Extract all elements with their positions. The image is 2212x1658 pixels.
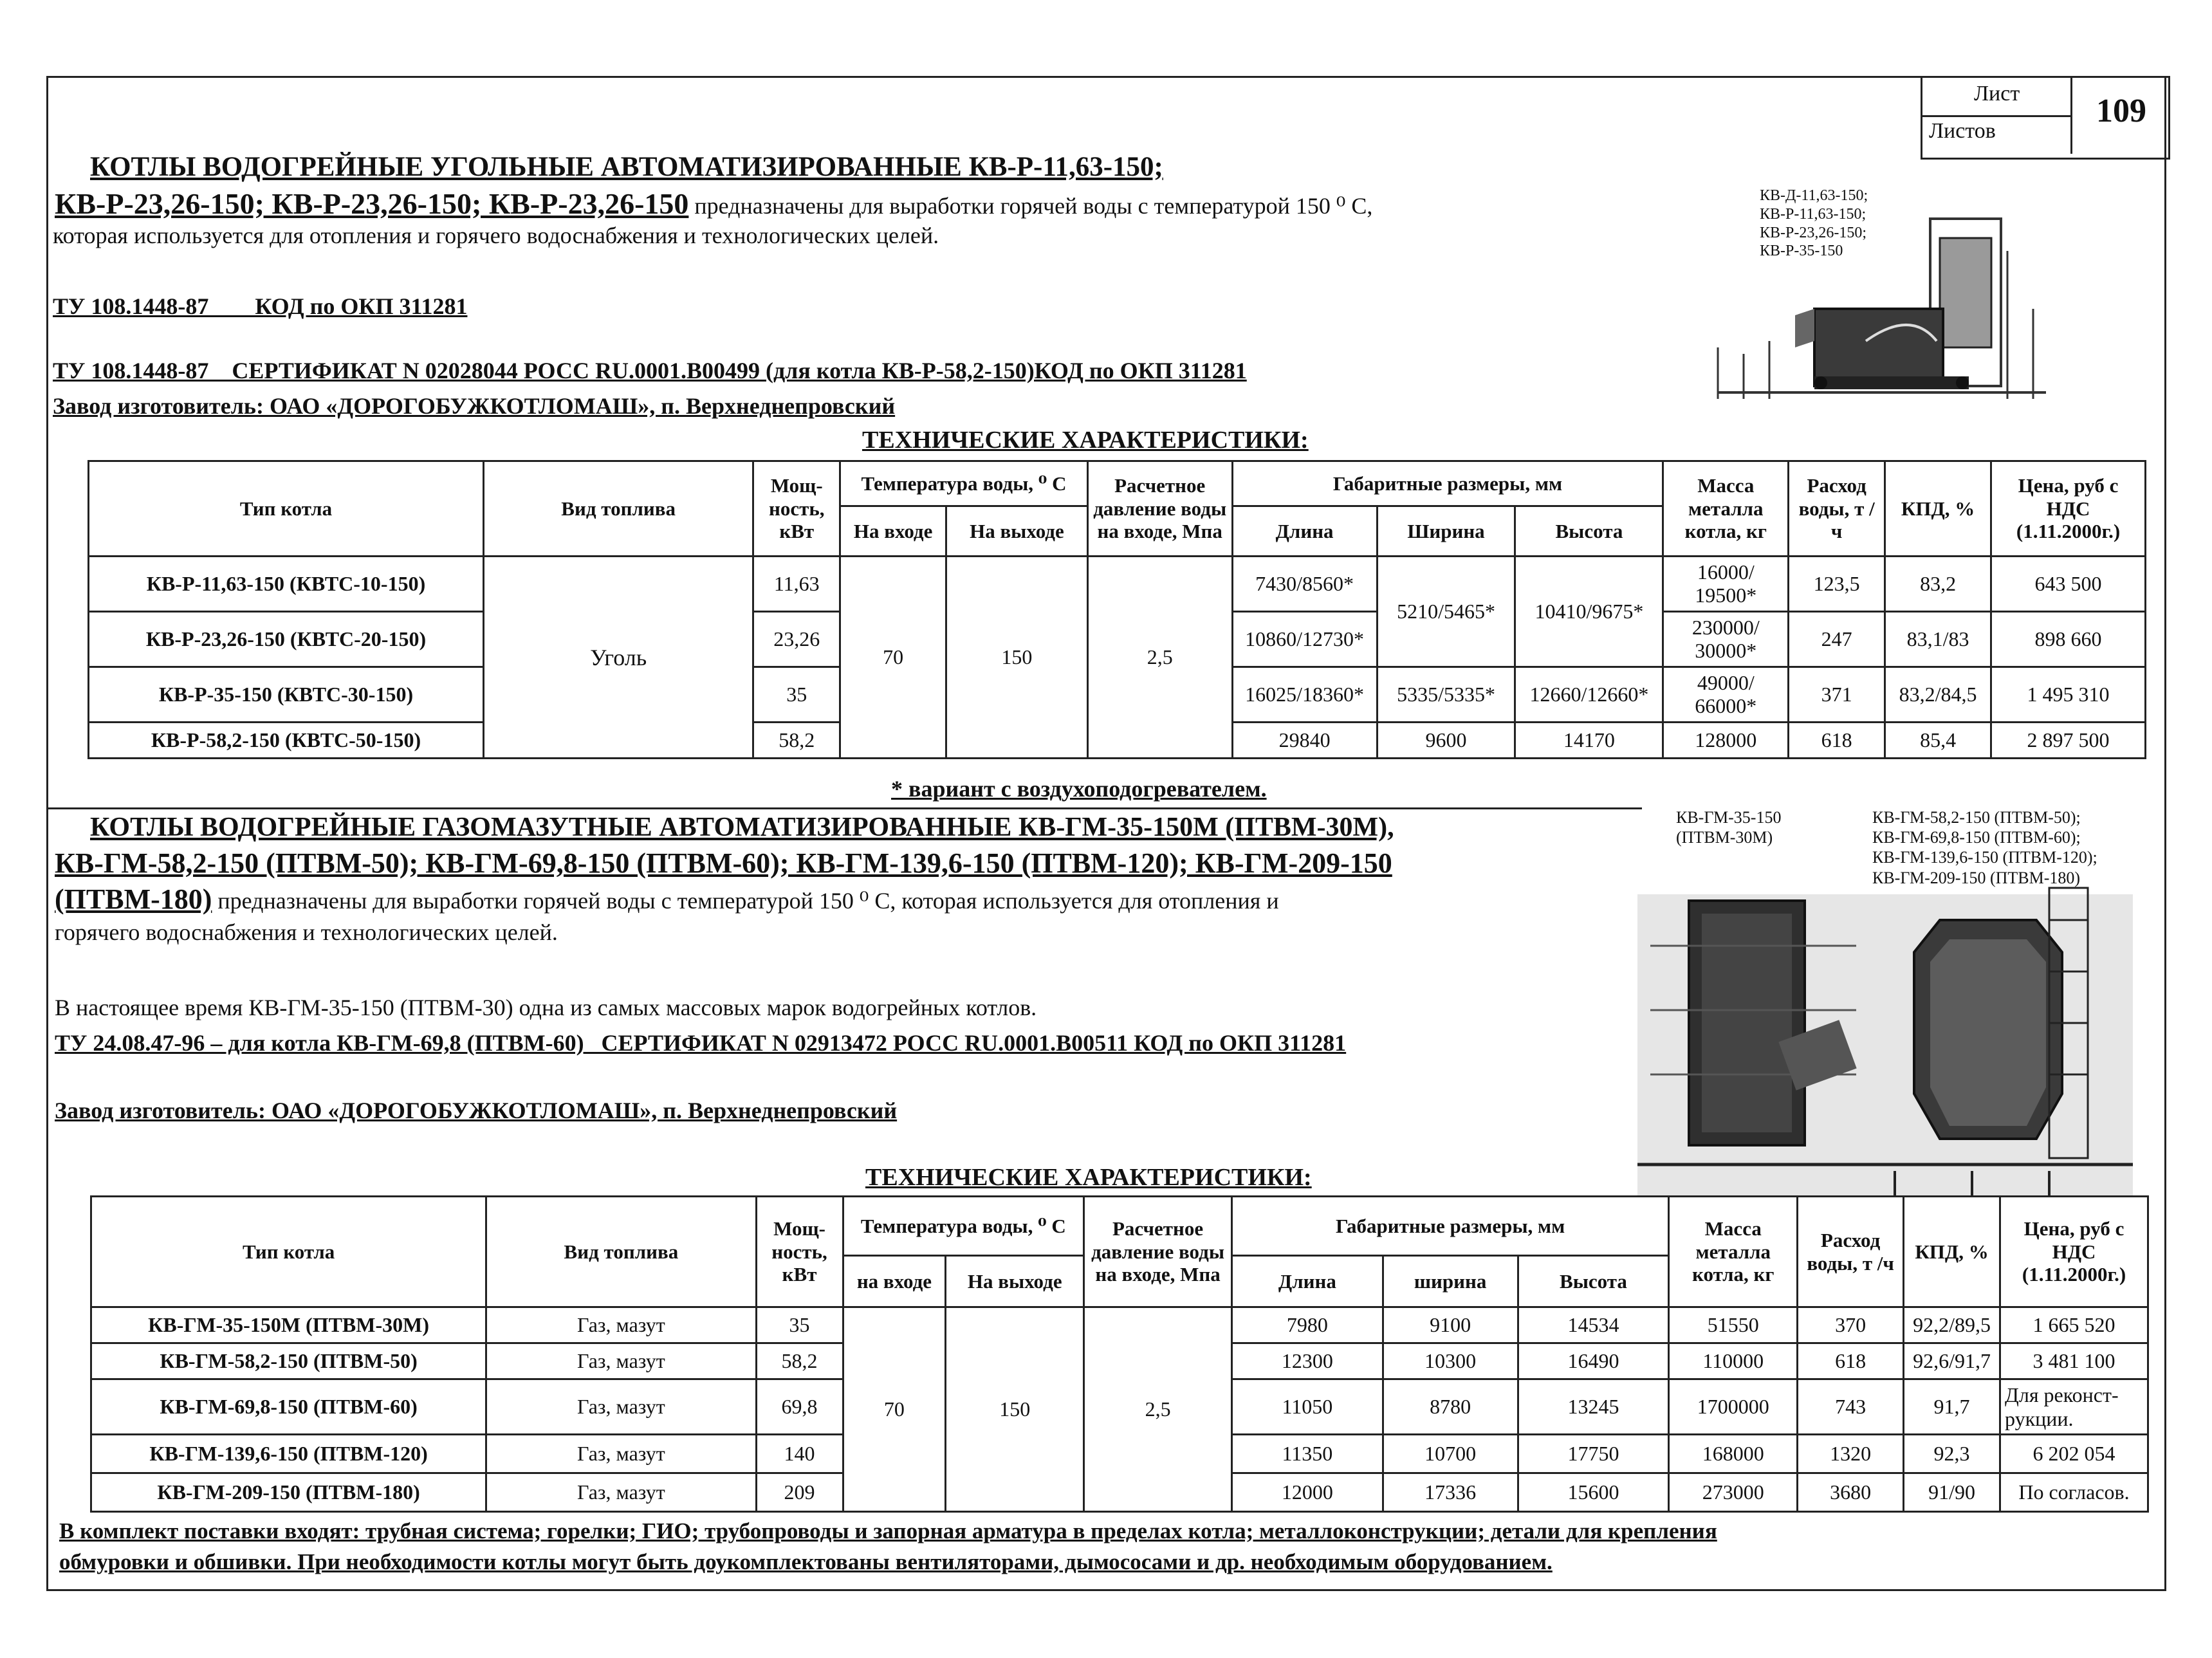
caption-line: КВ-Р-35-150 [1760, 243, 1843, 260]
col-width: ширина [1383, 1256, 1518, 1307]
cell-length: 12300 [1232, 1343, 1383, 1379]
cell-height: 10410/9675* [1515, 557, 1663, 667]
section1-tu: ТУ 108.1448-87 КОД по ОКП 311281 [53, 293, 468, 319]
cell-type: КВ-Р-35-150 (КВТС-30-150) [89, 667, 484, 723]
cell-height: 15600 [1518, 1473, 1669, 1512]
cell-flow: 743 [1798, 1379, 1904, 1435]
cell-price: 643 500 [1991, 557, 2146, 612]
cell-height: 13245 [1518, 1379, 1669, 1435]
section2-note: В настоящее время КВ-ГМ-35-150 (ПТВМ-30) одна из самых массовых марок водогрейных котлов. [55, 995, 1037, 1020]
cell-power: 58,2 [756, 1343, 843, 1379]
cell-eff: 83,2 [1885, 557, 1991, 612]
cell-eff: 92,6/91,7 [1904, 1343, 2000, 1379]
cell-mass: 128000 [1663, 723, 1789, 759]
caption-line: КВ-Р-11,63-150; [1760, 205, 1866, 223]
cell-price: 1 665 520 [2000, 1307, 2148, 1343]
cell-flow: 618 [1789, 723, 1885, 759]
cell-power: 35 [756, 1307, 843, 1343]
cell-width: 5335/5335* [1377, 667, 1515, 723]
section2-heading-line1: КОТЛЫ ВОДОГРЕЙНЫЕ ГАЗОМАЗУТНЫЕ АВТОМАТИЗИРОВАННЫЕ КВ-ГМ-35-150М (ПТВМ-30М), [90, 813, 1394, 842]
sheet-stamp [1921, 76, 2170, 160]
sheets-label: Листов [1929, 119, 1996, 143]
cell-width: 10300 [1383, 1343, 1518, 1379]
cell-type: КВ-ГМ-69,8-150 (ПТВМ-60) [91, 1379, 486, 1435]
sheet-label: Лист [1974, 82, 2020, 106]
col-dims: Габаритные размеры, мм [1232, 461, 1663, 506]
col-mass: Масса металла котла, кг [1663, 461, 1789, 557]
col-pressure: Расчетное давление воды на входе, Мпа [1087, 461, 1232, 557]
section2-body: горячего водоснабжения и технологических целей. [55, 919, 558, 945]
section1-purpose: предназначены для выработки горячей воды с температурой 150 ⁰ С, [688, 193, 1373, 219]
cell-power: 11,63 [753, 557, 840, 612]
cell-price: 1 495 310 [1991, 667, 2146, 723]
cell-type: КВ-ГМ-58,2-150 (ПТВМ-50) [91, 1343, 486, 1379]
table-row [91, 1307, 2148, 1343]
cell-height: 14170 [1515, 723, 1663, 759]
cell-flow: 247 [1789, 612, 1885, 667]
cell-temp-out: 150 [946, 557, 1088, 759]
col-width: Ширина [1377, 506, 1515, 557]
delivery-scope-line2: обмуровки и обшивки. При необходимости котлы могут быть доукомплектованы вентиляторами, дымососами и др. необходимым оборудованием. [59, 1549, 1553, 1574]
col-height: Высота [1515, 506, 1663, 557]
col-pressure: Расчетное давление воды на входе, Мпа [1084, 1197, 1232, 1307]
section1-body: которая используется для отопления и горячего водоснабжения и технологических целей. [53, 223, 939, 248]
col-temp: Температура воды, ⁰ С [840, 461, 1088, 506]
cell-eff: 92,3 [1904, 1435, 2000, 1473]
cell-power: 140 [756, 1435, 843, 1473]
cell-flow: 1320 [1798, 1435, 1904, 1473]
cell-eff: 83,2/84,5 [1885, 667, 1991, 723]
cell-flow: 371 [1789, 667, 1885, 723]
cell-pressure: 2,5 [1084, 1307, 1232, 1512]
cell-fuel: Газ, мазут [486, 1343, 756, 1379]
col-power: Мощ-ность, кВт [756, 1197, 843, 1307]
col-height: Высота [1518, 1256, 1669, 1307]
cell-mass: 1700000 [1669, 1379, 1798, 1435]
cell-price: Для реконст-рукции. [2000, 1379, 2148, 1435]
section1-heading-line1: КОТЛЫ ВОДОГРЕЙНЫЕ УГОЛЬНЫЕ АВТОМАТИЗИРОВАННЫЕ КВ-Р-11,63-150; [90, 152, 1163, 182]
gas-boilers-table [90, 1195, 2149, 1513]
col-fuel: Вид топлива [483, 461, 753, 557]
col-length: Длина [1232, 506, 1377, 557]
section2-factory: Завод изготовитель: ОАО «ДОРОГОБУЖКОТЛОМАШ», п. Верхнеднепровский [55, 1098, 898, 1123]
col-price: Цена, руб с НДС (1.11.2000г.) [1991, 461, 2146, 557]
coal-boilers-table [88, 460, 2146, 759]
cell-type: КВ-ГМ-139,6-150 (ПТВМ-120) [91, 1435, 486, 1473]
caption-line: КВ-ГМ-35-150 [1676, 808, 1782, 827]
table-row [89, 557, 2146, 612]
cell-eff: 85,4 [1885, 723, 1991, 759]
section1-cert: ТУ 108.1448-87 СЕРТИФИКАТ N 02028044 РОСС RU.0001.В00499 (для котла КВ-Р-58,2-150)КОД по ОКП 311281 [53, 358, 1247, 383]
col-type: Тип котла [91, 1197, 486, 1307]
cell-flow: 370 [1798, 1307, 1904, 1343]
cell-mass: 16000/ 19500* [1663, 557, 1789, 612]
caption-line: КВ-Д-11,63-150; [1760, 187, 1868, 204]
stamp-divider [1922, 115, 2070, 117]
col-temp-in: На входе [840, 506, 946, 557]
cell-flow: 618 [1798, 1343, 1904, 1379]
section2-heading-line3 [55, 883, 1279, 916]
cell-power: 58,2 [753, 723, 840, 759]
stamp-divider-v [2070, 78, 2072, 154]
cell-flow: 123,5 [1789, 557, 1885, 612]
col-mass: Масса металла котла, кг [1669, 1197, 1798, 1307]
cell-type: КВ-ГМ-35-150М (ПТВМ-30М) [91, 1307, 486, 1343]
caption-line: КВ-ГМ-58,2-150 (ПТВМ-50); [1872, 808, 2081, 827]
cell-height: 14534 [1518, 1307, 1669, 1343]
col-temp-out: На выходе [946, 1256, 1084, 1307]
caption-line: КВ-ГМ-209-150 (ПТВМ-180) [1872, 868, 2081, 887]
cell-width: 9100 [1383, 1307, 1518, 1343]
cell-mass: 230000/ 30000* [1663, 612, 1789, 667]
cell-length: 10860/12730* [1232, 612, 1377, 667]
cell-mass: 110000 [1669, 1343, 1798, 1379]
cell-fuel: Газ, мазут [486, 1435, 756, 1473]
cell-temp-out: 150 [946, 1307, 1084, 1512]
cell-width: 8780 [1383, 1379, 1518, 1435]
cell-width: 10700 [1383, 1435, 1518, 1473]
coal-boiler-drawing [1705, 212, 2059, 418]
cell-fuel: Газ, мазут [486, 1307, 756, 1343]
cell-fuel: Газ, мазут [486, 1473, 756, 1512]
col-fuel: Вид топлива [486, 1197, 756, 1307]
col-type: Тип котла [89, 461, 484, 557]
section1-factory: Завод изготовитель: ОАО «ДОРОГОБУЖКОТЛОМАШ», п. Верхнеднепровский [53, 393, 896, 419]
cell-length: 7980 [1232, 1307, 1383, 1343]
cell-temp-in: 70 [843, 1307, 946, 1512]
cell-fuel: Газ, мазут [486, 1379, 756, 1435]
cell-eff: 91/90 [1904, 1473, 2000, 1512]
cell-type: КВ-ГМ-209-150 (ПТВМ-180) [91, 1473, 486, 1512]
cell-power: 69,8 [756, 1379, 843, 1435]
cell-width: 17336 [1383, 1473, 1518, 1512]
cell-price: 3 481 100 [2000, 1343, 2148, 1379]
section2-tu: ТУ 24.08.47-96 – для котла КВ-ГМ-69,8 (ПТВМ-60) СЕРТИФИКАТ N 02913472 РОСС RU.0001.В00511 КОД по ОКП 311281 [55, 1030, 1347, 1056]
cell-price: 6 202 054 [2000, 1435, 2148, 1473]
cell-price: По согласов. [2000, 1473, 2148, 1512]
section1-footnote: * вариант с воздухоподогревателем. [891, 776, 1267, 802]
cell-length: 7430/8560* [1232, 557, 1377, 612]
col-power: Мощ-ность, кВт [753, 461, 840, 557]
cell-temp-in: 70 [840, 557, 946, 759]
cell-power: 209 [756, 1473, 843, 1512]
col-dims: Габаритные размеры, мм [1232, 1197, 1669, 1256]
cell-length: 11350 [1232, 1435, 1383, 1473]
cell-mass: 168000 [1669, 1435, 1798, 1473]
col-eff: КПД, % [1885, 461, 1991, 557]
cell-height: 12660/12660* [1515, 667, 1663, 723]
section2-caption-right [1872, 807, 2097, 888]
cell-mass: 51550 [1669, 1307, 1798, 1343]
cell-type: КВ-Р-11,63-150 (КВТС-10-150) [89, 557, 484, 612]
cell-eff: 83,1/83 [1885, 612, 1991, 667]
cell-width: 9600 [1377, 723, 1515, 759]
cell-length: 11050 [1232, 1379, 1383, 1435]
section-divider [46, 807, 1642, 809]
cell-flow: 3680 [1798, 1473, 1904, 1512]
caption-line: (ПТВМ-30М) [1676, 828, 1773, 847]
caption-line: КВ-ГМ-69,8-150 (ПТВМ-60); [1872, 828, 2081, 847]
cell-length: 16025/18360* [1232, 667, 1377, 723]
cell-height: 16490 [1518, 1343, 1669, 1379]
gas-boiler-drawings [1637, 881, 2133, 1197]
cell-type: КВ-Р-58,2-150 (КВТС-50-150) [89, 723, 484, 759]
section2-table-title: ТЕХНИЧЕСКИЕ ХАРАКТЕРИСТИКИ: [865, 1164, 1312, 1191]
col-flow: Расход воды, т /ч [1789, 461, 1885, 557]
col-eff: КПД, % [1904, 1197, 2000, 1307]
section2-heading-line2: КВ-ГМ-58,2-150 (ПТВМ-50); КВ-ГМ-69,8-150 (ПТВМ-60); КВ-ГМ-139,6-150 (ПТВМ-120); КВ-ГМ-209-150 [55, 847, 1392, 879]
caption-line: КВ-ГМ-139,6-150 (ПТВМ-120); [1872, 848, 2097, 867]
cell-length: 12000 [1232, 1473, 1383, 1512]
cell-height: 17750 [1518, 1435, 1669, 1473]
cell-fuel: Уголь [483, 557, 753, 759]
section1-heading-line2 [55, 187, 1372, 221]
cell-power: 23,26 [753, 612, 840, 667]
cell-width: 5210/5465* [1377, 557, 1515, 667]
section2-purpose: предназначены для выработки горячей воды с температурой 150 ⁰ С, которая используется для отопления и [212, 888, 1279, 914]
col-length: Длина [1232, 1256, 1383, 1307]
col-temp-in: на входе [843, 1256, 946, 1307]
section1-models: КВ-Р-23,26-150; КВ-Р-23,26-150; КВ-Р-23,26-150 [55, 187, 689, 220]
cell-price: 2 897 500 [1991, 723, 2146, 759]
col-temp: Температура воды, ⁰ С [843, 1197, 1084, 1256]
cell-price: 898 660 [1991, 612, 2146, 667]
caption-line: КВ-Р-23,26-150; [1760, 224, 1867, 241]
section1-table-title: ТЕХНИЧЕСКИЕ ХАРАКТЕРИСТИКИ: [862, 427, 1309, 454]
cell-pressure: 2,5 [1087, 557, 1232, 759]
sheet-number: 109 [2096, 93, 2146, 129]
col-flow: Расход воды, т /ч [1798, 1197, 1904, 1307]
cell-power: 35 [753, 667, 840, 723]
delivery-scope-line1: В комплект поставки входят: трубная система; горелки; ГИО; трубопроводы и запорная арматура в пределах котла; металлоконструкции; детали для крепления [59, 1518, 1717, 1543]
cell-type: КВ-Р-23,26-150 (КВТС-20-150) [89, 612, 484, 667]
cell-length: 29840 [1232, 723, 1377, 759]
col-temp-out: На выходе [946, 506, 1088, 557]
cell-mass: 49000/ 66000* [1663, 667, 1789, 723]
cell-eff: 92,2/89,5 [1904, 1307, 2000, 1343]
col-price: Цена, руб с НДС (1.11.2000г.) [2000, 1197, 2148, 1307]
cell-mass: 273000 [1669, 1473, 1798, 1512]
cell-eff: 91,7 [1904, 1379, 2000, 1435]
section2-caption-left [1676, 807, 1781, 847]
section2-model-last: (ПТВМ-180) [55, 883, 212, 915]
